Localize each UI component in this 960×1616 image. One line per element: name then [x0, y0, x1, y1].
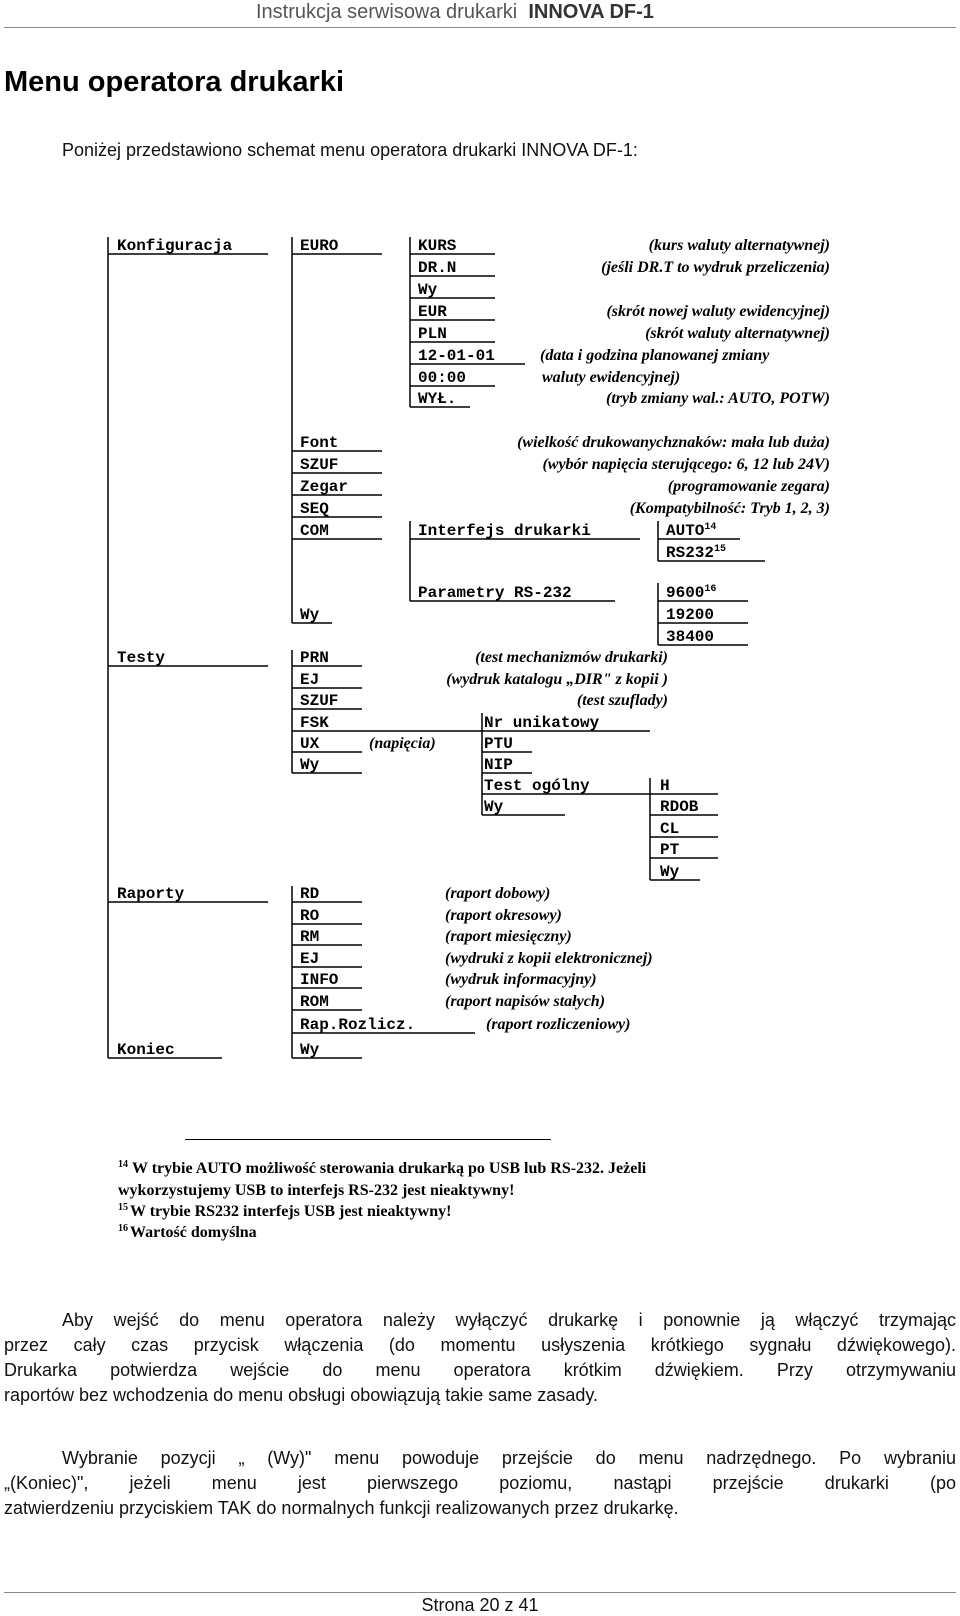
rs232-item-19200: 19200: [666, 606, 715, 624]
com-item-interfejs: Interfejs drukarki: [418, 522, 591, 540]
euro-item-wyl: WYŁ.: [418, 390, 457, 408]
rs232-item-38400: 38400: [666, 628, 715, 646]
test-ogolny-item-pt: PT: [660, 841, 680, 859]
menu-testy: Testy: [117, 649, 166, 667]
footnote-15: $^{15}$ W trybie RS232 interfejs USB jest nieaktywny!: [118, 1202, 452, 1220]
euro-note-kurs: (kurs waluty alternatywnej): [648, 237, 830, 254]
fsk-item-wy: Wy: [484, 798, 504, 816]
footnote-14-cont: wykorzystujemy USB to interfejs RS-232 jest nieaktywny!: [118, 1182, 515, 1199]
konf-item-font: Font: [300, 434, 339, 452]
test-ogolny-item-rdob: RDOB: [660, 798, 699, 816]
euro-note-pln: (skrót waluty alternatywnej): [645, 325, 830, 342]
footnote-ref-16: 16: [704, 584, 717, 595]
testy-item-ej: EJ: [300, 671, 320, 689]
zegar-note: (programowanie zegara): [667, 478, 830, 495]
euro-item-wy: Wy: [418, 281, 438, 299]
konf-item-seq: SEQ: [300, 500, 329, 518]
euro-item-pln: PLN: [418, 325, 447, 343]
euro-item-eur: EUR: [418, 303, 447, 321]
testy-item-ux: UX: [300, 735, 320, 753]
raporty-item-ej: EJ: [300, 950, 320, 968]
fsk-item-ptu: PTU: [484, 735, 513, 753]
test-ogolny-item-h: H: [660, 777, 670, 795]
paragraph-line: zatwierdzeniu przyciskiem TAK do normalnych funkcji realizowanych przez drukarkę.: [4, 1498, 679, 1518]
paragraph-line: raportów bez wchodzenia do menu obsługi obowiązują takie same zasady.: [4, 1385, 599, 1405]
raporty-note-ej: (wydruki z kopii elektronicznej): [445, 950, 653, 967]
footnote-14: $^{14}$ W trybie AUTO możliwość sterowania drukarką po USB lub RS-232. Jeżeli: [118, 1159, 647, 1177]
page-number: Strona 20 z 41: [421, 1595, 539, 1615]
euro-item-time: 00:00: [418, 369, 467, 387]
interfejs-item-auto: AUTO$^{14}$: [666, 522, 717, 540]
raporty-item-ro: RO: [300, 907, 320, 925]
konf-item-com: COM: [300, 522, 329, 540]
paragraph-line: Drukarka potwierdza wejście do menu operatora krótkim dźwiękiem. Przy otrzymywaniu: [4, 1360, 956, 1380]
konf-item-euro: EURO: [300, 237, 339, 255]
raporty-note-ro: (raport okresowy): [445, 907, 562, 924]
testy-note-szuf: (test szuflady): [576, 692, 668, 709]
testy-item-wy: Wy: [300, 756, 320, 774]
header-doc-title: Instrukcja serwisowa drukarki: [256, 1, 518, 23]
euro-note-date-2: waluty ewidencyjnej): [542, 369, 681, 386]
konf-item-zegar: Zegar: [300, 478, 349, 496]
raporty-item-rap-rozlicz: Rap.Rozlicz.: [300, 1016, 416, 1034]
test-ogolny-item-cl: CL: [660, 820, 680, 838]
page-title: Menu operatora drukarki: [4, 66, 345, 98]
raporty-note-rap-rozlicz: (raport rozliczeniowy): [486, 1016, 631, 1033]
euro-item-drn: DR.N: [418, 259, 457, 277]
testy-item-fsk: FSK: [300, 714, 329, 732]
szuf-note: (wybór napięcia sterującego: 6, 12 lub 24V): [542, 456, 830, 473]
raporty-item-rm: RM: [300, 928, 320, 946]
paragraph-exit-menu: [4, 1446, 956, 1521]
raporty-note-info: (wydruk informacyjny): [445, 971, 597, 988]
euro-note-wyl: (tryb zmiany wal.: AUTO, POTW): [606, 390, 830, 407]
seq-note: (Kompatybilność: Tryb 1, 2, 3): [629, 500, 830, 517]
raporty-item-info: INFO: [300, 971, 339, 989]
interfejs-item-rs232: $RS232^{15}$: [666, 544, 727, 562]
menu-raporty: Raporty: [117, 885, 185, 903]
testy-note-ux: (napięcia): [369, 735, 436, 752]
menu-koniec: Koniec: [117, 1041, 175, 1059]
paragraph-line: Wybranie pozycji „ (Wy)" menu powoduje przejście do menu nadrzędnego. Po wybraniu: [62, 1448, 956, 1468]
footnote-rule: [185, 1139, 551, 1140]
test-ogolny-item-wy: Wy: [660, 863, 680, 881]
testy-note-prn: (test mechanizmów drukarki): [475, 649, 668, 666]
fsk-item-nip: NIP: [484, 756, 513, 774]
raporty-note-rm: (raport miesięczny): [445, 928, 572, 945]
raporty-item-rom: ROM: [300, 993, 329, 1011]
euro-note-eur: (skrót nowej waluty ewidencyjnej): [606, 303, 830, 320]
menu-konfiguracja: Konfiguracja: [117, 237, 233, 255]
euro-note-drn: (jeśli DR.T to wydruk przeliczenia): [601, 259, 830, 276]
raporty-note-rom: (raport napisów stałych): [445, 993, 606, 1010]
raporty-item-rd: RD: [300, 885, 320, 903]
koniec-item-wy: Wy: [300, 1041, 320, 1059]
paragraph-line: przez cały czas przycisk włączenia (do momentu usłyszenia krótkiego sygnału dźwiękowego).: [4, 1335, 956, 1355]
euro-item-kurs: KURS: [418, 237, 457, 255]
intro-text: Poniżej przedstawiono schemat menu operatora drukarki INNOVA DF-1:: [62, 140, 638, 160]
fsk-item-test-ogolny: Test ogólny: [484, 777, 590, 795]
paragraph-line: Aby wejść do menu operatora należy wyłączyć drukarkę i ponownie ją włączyć trzymając: [62, 1310, 956, 1330]
rs232-item-9600: 9600$^{16}$: [666, 584, 717, 602]
konf-item-szuf: SZUF: [300, 456, 339, 474]
com-item-rs232: Parametry RS-232: [418, 584, 572, 602]
header-model: INNOVA DF-1: [528, 1, 654, 23]
testy-item-prn: PRN: [300, 649, 329, 667]
testy-item-szuf: SZUF: [300, 692, 339, 710]
footnotes: [0, 1150, 960, 1250]
paragraph-line: „(Koniec)", jeżeli menu jest pierwszego poziomu, nastąpi przejście drukarki (po: [4, 1473, 956, 1493]
footnote-ref-15: 15: [714, 544, 727, 555]
euro-item-date: 12-01-01: [418, 347, 495, 365]
raporty-note-rd: (raport dobowy): [445, 885, 551, 902]
paragraph-entering-menu: [4, 1308, 956, 1408]
konf-item-wy: Wy: [300, 606, 320, 624]
footnote-ref-14: 14: [704, 522, 717, 533]
fsk-item-nr-unikatowy: Nr unikatowy: [484, 714, 600, 732]
font-note: (wielkość drukowanychznaków: mała lub duża): [517, 434, 830, 451]
footer-rule: [4, 1592, 956, 1593]
footnote-16: $^{16}$ Wartość domyślna: [118, 1223, 257, 1241]
testy-note-ej: (wydruk katalogu „DIR" z kopii ): [446, 671, 668, 688]
euro-note-date: (data i godzina planowanej zmiany: [540, 347, 770, 364]
